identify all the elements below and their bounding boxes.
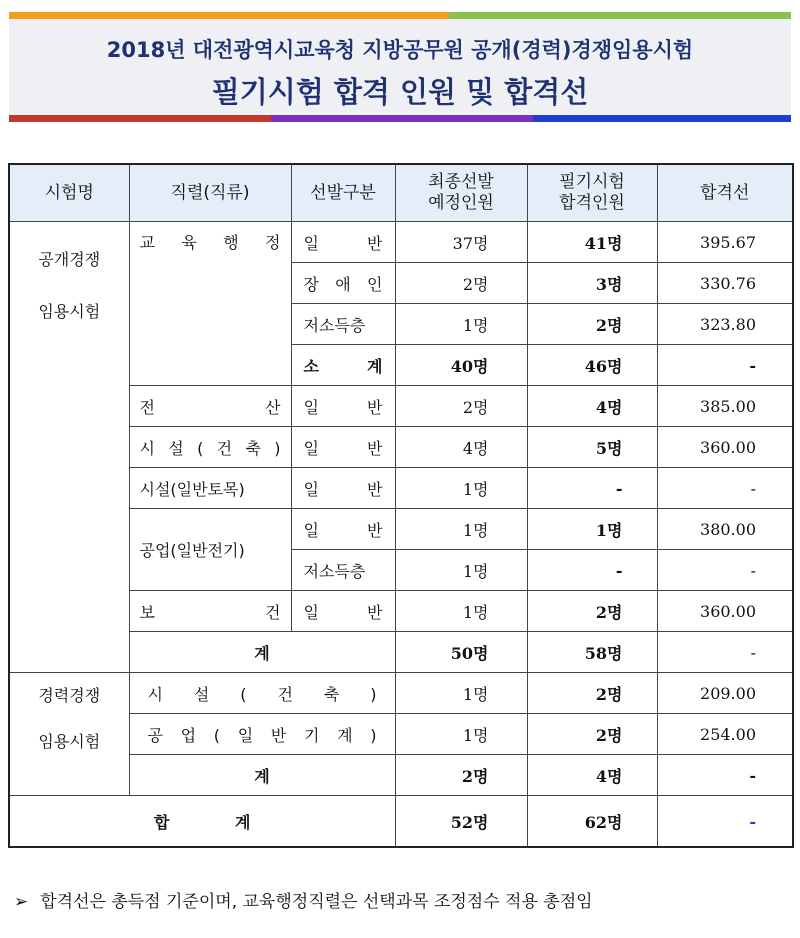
col-header-cutoff: 합격선 [657, 164, 793, 222]
passed-cell: 4명 [527, 755, 657, 796]
cutoff-cell: - [657, 468, 793, 509]
kind-cell: 일 반 [291, 509, 395, 550]
passed-cell: 41명 [527, 222, 657, 263]
kind-cell: 일 반 [291, 427, 395, 468]
cutoff-cell: 360.00 [657, 427, 793, 468]
planned-cell: 40명 [395, 345, 527, 386]
results-table [8, 163, 794, 848]
planned-cell: 1명 [395, 304, 527, 345]
bottom-color-bar [9, 115, 791, 122]
table-row [9, 222, 793, 263]
arrow-icon: ➢ [14, 892, 29, 912]
passed-cell: 5명 [527, 427, 657, 468]
passed-cell: 62명 [527, 796, 657, 848]
job-cell: 공업(일반전기) [129, 509, 291, 591]
passed-cell: 1명 [527, 509, 657, 550]
passed-cell: 2명 [527, 714, 657, 755]
cutoff-cell: 209.00 [657, 673, 793, 714]
job-cell: 전 산 [129, 386, 291, 427]
top-color-bar [9, 12, 791, 19]
top-bar-orange [9, 12, 449, 19]
col-header-passed: 필기시험 합격인원 [527, 164, 657, 222]
planned-cell: 1명 [395, 714, 527, 755]
cutoff-cell: - [657, 755, 793, 796]
subtotal-label-cell: 소 계 [291, 345, 395, 386]
cutoff-cell: 330.76 [657, 263, 793, 304]
kind-cell: 일 반 [291, 386, 395, 427]
job-cell: 시 설 ( 건 축 ) [129, 673, 395, 714]
col-header-job: 직렬(직류) [129, 164, 291, 222]
job-cell: 시설(일반토목) [129, 468, 291, 509]
exam-name-career: 경력경쟁 임용시험 [9, 673, 129, 796]
footnote [14, 887, 593, 912]
kind-cell: 장 애 인 [291, 263, 395, 304]
subtotal-label: 계 [129, 755, 395, 796]
planned-cell: 52명 [395, 796, 527, 848]
cutoff-cell: - [657, 796, 793, 848]
cutoff-cell: - [657, 550, 793, 591]
cutoff-cell: 323.80 [657, 304, 793, 345]
cutoff-cell: 360.00 [657, 591, 793, 632]
passed-cell: 3명 [527, 263, 657, 304]
kind-cell: 저소득층 [291, 550, 395, 591]
planned-cell: 1명 [395, 550, 527, 591]
table-row [9, 673, 793, 714]
passed-cell: - [527, 550, 657, 591]
job-cell: 교 육 행 정 [129, 222, 291, 386]
passed-cell: 58명 [527, 632, 657, 673]
cutoff-cell: - [657, 345, 793, 386]
bottom-bar-purple [271, 115, 533, 122]
planned-cell: 2명 [395, 755, 527, 796]
exam-name-open: 공개경쟁 임용시험 [9, 222, 129, 673]
grand-total-row [9, 796, 793, 848]
title-banner [9, 12, 791, 122]
planned-cell: 1명 [395, 591, 527, 632]
cutoff-cell: - [657, 632, 793, 673]
cutoff-cell: 395.67 [657, 222, 793, 263]
job-cell: 보 건 [129, 591, 291, 632]
planned-cell: 2명 [395, 386, 527, 427]
col-header-exam: 시험명 [9, 164, 129, 222]
passed-cell: - [527, 468, 657, 509]
subtotal-label: 계 [129, 632, 395, 673]
planned-cell: 1명 [395, 468, 527, 509]
top-bar-green [449, 12, 791, 19]
passed-cell: 4명 [527, 386, 657, 427]
page-title-line1: 2018년 대전광역시교육청 지방공무원 공개(경력)경쟁임용시험 [106, 38, 694, 62]
col-header-planned: 최종선발 예정인원 [395, 164, 527, 222]
planned-cell: 37명 [395, 222, 527, 263]
grand-total-label: 합 계 [9, 796, 395, 848]
kind-cell: 저소득층 [291, 304, 395, 345]
planned-cell: 50명 [395, 632, 527, 673]
page-title-line2: 필기시험 합격 인원 및 합격선 [211, 75, 589, 109]
cutoff-cell: 254.00 [657, 714, 793, 755]
kind-cell: 일 반 [291, 591, 395, 632]
job-cell: 시 설 ( 건 축 ) [129, 427, 291, 468]
planned-cell: 1명 [395, 509, 527, 550]
planned-cell: 2명 [395, 263, 527, 304]
bottom-bar-blue [533, 115, 791, 122]
kind-cell: 일 반 [291, 222, 395, 263]
cutoff-cell: 385.00 [657, 386, 793, 427]
kind-cell: 일 반 [291, 468, 395, 509]
passed-cell: 2명 [527, 673, 657, 714]
cutoff-cell: 380.00 [657, 509, 793, 550]
planned-cell: 1명 [395, 673, 527, 714]
job-cell: 공 업 ( 일 반 기 계 ) [129, 714, 395, 755]
passed-cell: 2명 [527, 304, 657, 345]
col-header-kind: 선발구분 [291, 164, 395, 222]
table-header-row [9, 164, 793, 222]
planned-cell: 4명 [395, 427, 527, 468]
footnote-text: 합격선은 총득점 기준이며, 교육행정직렬은 선택과목 조정점수 적용 총점임 [40, 892, 593, 912]
passed-cell: 2명 [527, 591, 657, 632]
passed-cell: 46명 [527, 345, 657, 386]
bottom-bar-red [9, 115, 271, 122]
